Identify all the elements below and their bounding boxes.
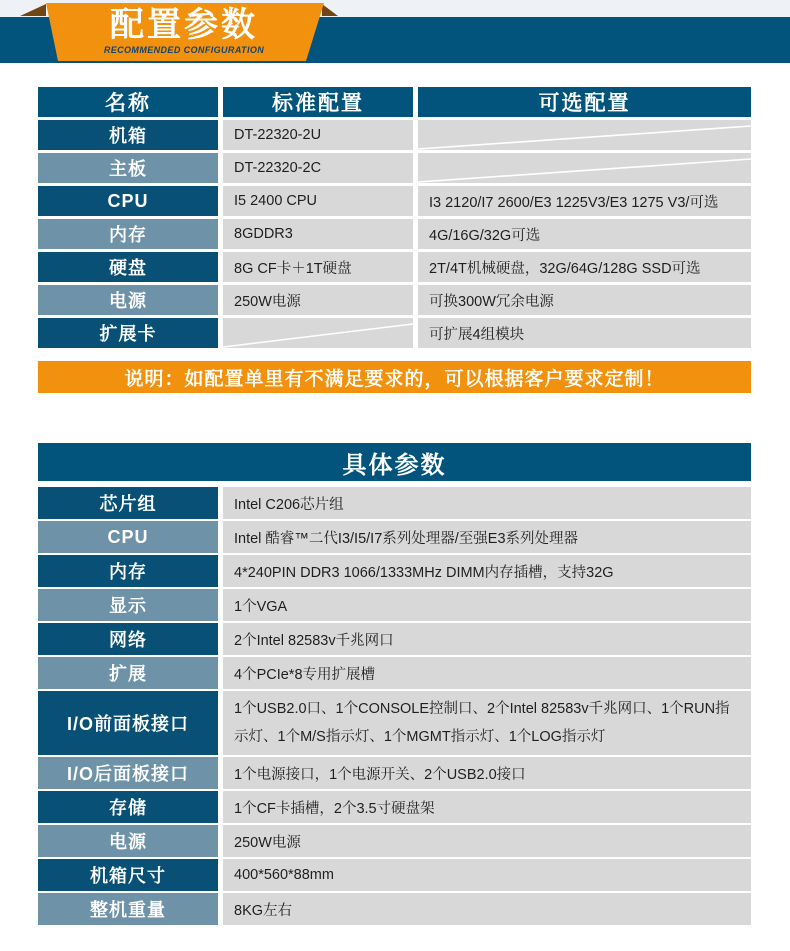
row-value: 8KG左右 — [223, 893, 751, 925]
row-value: 1个CF卡插槽，2个3.5寸硬盘架 — [223, 791, 751, 823]
na-slash — [418, 120, 751, 150]
row-label: 存储 — [38, 791, 218, 823]
table-row — [38, 623, 751, 655]
row-standard-value: 8GDDR3 — [223, 219, 413, 249]
page-title: 配置参数 — [110, 6, 258, 44]
config-header-name: 名称 — [38, 87, 218, 117]
row-label: 显示 — [38, 589, 218, 621]
table-row — [38, 791, 751, 823]
page-subtitle: RECOMMENDED CONFIGURATION — [103, 45, 265, 55]
row-optional-value: 4G/16G/32G可选 — [418, 219, 751, 249]
config-header-standard: 标准配置 — [223, 87, 413, 117]
row-standard-value: DT-22320-2U — [223, 120, 413, 150]
table-row — [38, 825, 751, 857]
table-row — [38, 219, 751, 249]
row-value: 1个VGA — [223, 589, 751, 621]
custom-note-bar: 说明：如配置单里有不满足要求的，可以根据客户要求定制！ — [38, 361, 751, 393]
table-row — [38, 252, 751, 282]
row-label: 整机重量 — [38, 893, 218, 925]
row-value: Intel 酷睿™二代I3/I5/I7系列处理器/至强E3系列处理器 — [223, 521, 751, 553]
row-value: 400*560*88mm — [223, 859, 751, 891]
row-value: 1个USB2.0口、1个CONSOLE控制口、2个Intel 82583v千兆网口、1个RUN指示灯、1个M/S指示灯、1个MGMT指示灯、1个LOG指示灯 — [223, 691, 751, 755]
row-label: CPU — [38, 186, 218, 216]
row-optional-value-empty — [418, 153, 751, 183]
row-value: 1个电源接口，1个电源开关、2个USB2.0接口 — [223, 757, 751, 789]
row-label: 扩展卡 — [38, 318, 218, 348]
ribbon-fold-left — [20, 4, 46, 16]
row-standard-value: 250W电源 — [223, 285, 413, 315]
row-label: 电源 — [38, 825, 218, 857]
table-row — [38, 555, 751, 587]
table-row — [38, 757, 751, 789]
row-label: CPU — [38, 521, 218, 553]
row-optional-value: 可扩展4组模块 — [418, 318, 751, 348]
row-label: 机箱 — [38, 120, 218, 150]
row-value: 2个Intel 82583v千兆网口 — [223, 623, 751, 655]
row-standard-value: I5 2400 CPU — [223, 186, 413, 216]
config-table — [38, 87, 751, 351]
row-label: I/O前面板接口 — [38, 691, 218, 755]
table-row — [38, 285, 751, 315]
row-label: 内存 — [38, 555, 218, 587]
row-value: 250W电源 — [223, 825, 751, 857]
row-value: 4个PCIe*8专用扩展槽 — [223, 657, 751, 689]
row-label: 扩展 — [38, 657, 218, 689]
table-row — [38, 153, 751, 183]
row-standard-value: 8G CF卡＋1T硬盘 — [223, 252, 413, 282]
table-row — [38, 893, 751, 925]
table-row — [38, 487, 751, 519]
table-row — [38, 691, 751, 755]
banner-text — [48, 5, 320, 56]
row-label: I/O后面板接口 — [38, 757, 218, 789]
config-header-row — [38, 87, 751, 117]
row-label: 网络 — [38, 623, 218, 655]
row-label: 内存 — [38, 219, 218, 249]
config-header-optional: 可选配置 — [418, 87, 751, 117]
table-row — [38, 186, 751, 216]
spec-table-title: 具体参数 — [38, 443, 751, 481]
row-optional-value: 2T/4T机械硬盘，32G/64G/128G SSD可选 — [418, 252, 751, 282]
ribbon-fold-right — [322, 4, 338, 16]
table-row — [38, 589, 751, 621]
row-label: 电源 — [38, 285, 218, 315]
na-slash — [418, 153, 751, 183]
table-row — [38, 521, 751, 553]
table-row — [38, 657, 751, 689]
row-label: 机箱尺寸 — [38, 859, 218, 891]
table-row — [38, 318, 751, 348]
row-label: 芯片组 — [38, 487, 218, 519]
table-row — [38, 859, 751, 891]
row-label: 硬盘 — [38, 252, 218, 282]
row-label: 主板 — [38, 153, 218, 183]
row-optional-value: I3 2120/I7 2600/E3 1225V3/E3 1275 V3/可选 — [418, 186, 751, 216]
row-value: 4*240PIN DDR3 1066/1333MHz DIMM内存插槽，支持32G — [223, 555, 751, 587]
row-optional-value: 可换300W冗余电源 — [418, 285, 751, 315]
row-standard-value-empty — [223, 318, 413, 348]
row-optional-value-empty — [418, 120, 751, 150]
spec-table — [38, 487, 751, 927]
na-slash — [223, 318, 413, 348]
row-standard-value: DT-22320-2C — [223, 153, 413, 183]
table-row — [38, 120, 751, 150]
row-value: Intel C206芯片组 — [223, 487, 751, 519]
